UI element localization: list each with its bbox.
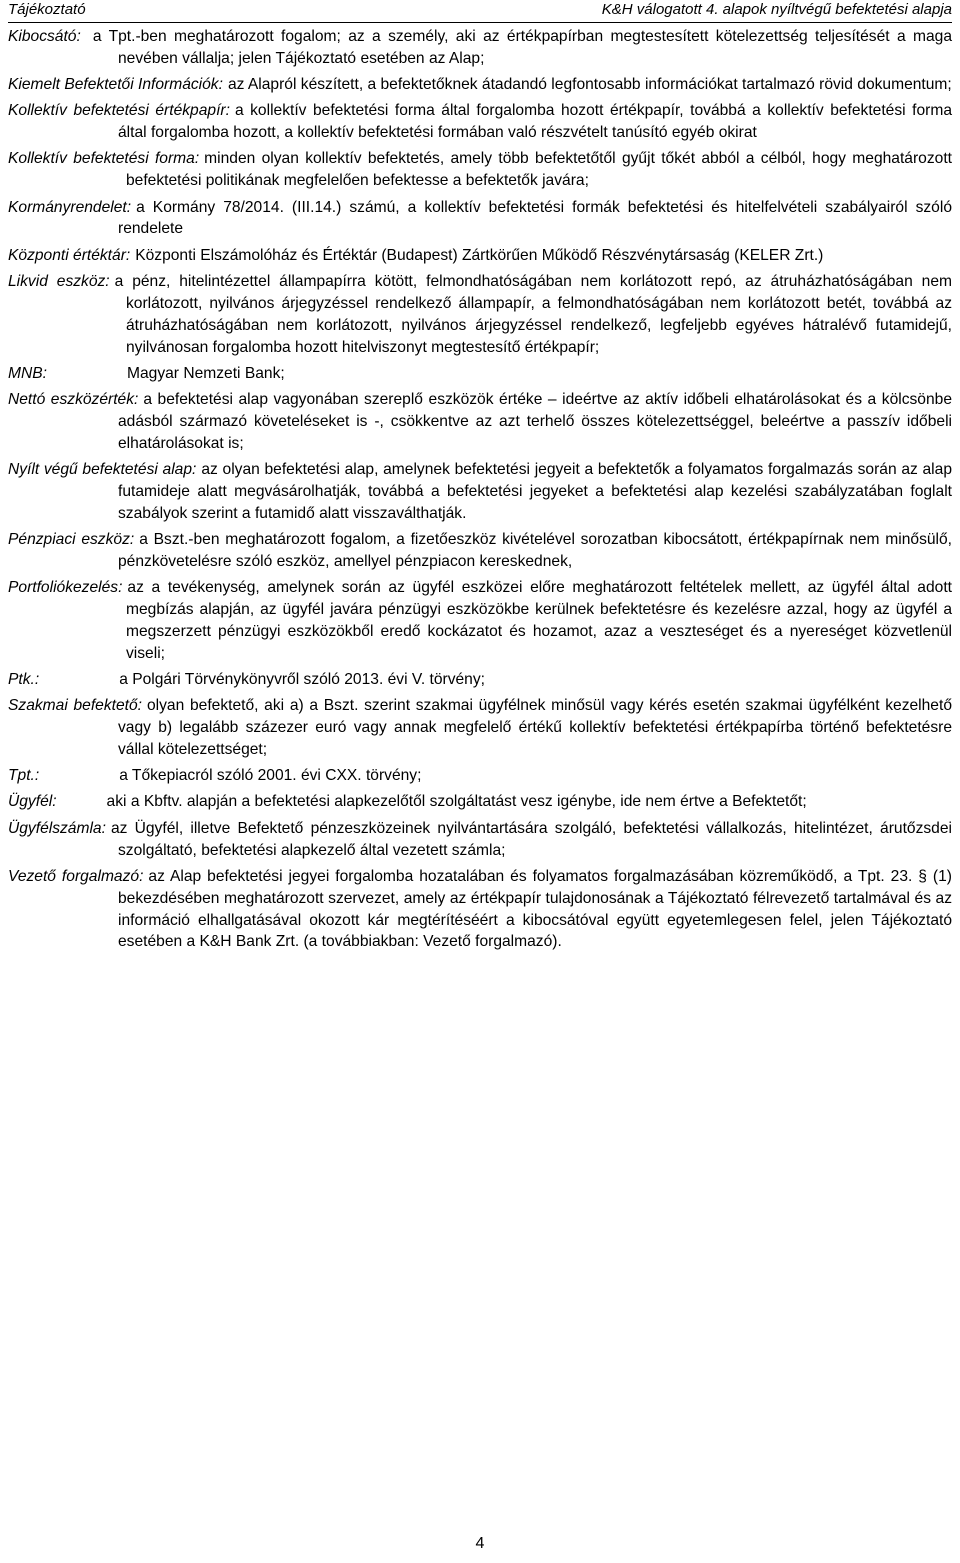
definition-text: az Ügyfél, illetve Befektető pénzeszközeinek nyilvántartására szolgáló, befektetési vállalkozás, hitelintézet, árutőzsdei szolgáltató, befektetési alapkezelő által vezetett számla;	[110, 819, 952, 859]
definition-entry	[8, 669, 952, 691]
definition-text: a kollektív befektetési forma által forgalomba hozott értékpapír, továbbá a kollektív befektetési forma által forgalomba hozott, a kollektív befektetési formában való részvételt tanúsító egyéb okirat	[118, 102, 952, 142]
definition-entry	[8, 695, 952, 761]
definition-entry	[8, 791, 952, 813]
definition-text: minden olyan kollektív befektetés, amely több befektetőtől gyűjt tőkét abból a célból, hogy meghatározott befektetési politikának megfelelően befektesse a befektetők javára;	[126, 150, 952, 190]
definition-text: a pénz, hitelintézettel állampapírra kötött, felmondhatóságában nem korlátozott repó, az átruházhatóságában nem korlátozott, nyilvános árjegyzéssel rendelkező állampapír, a felmondhatóságában nem korlátozott betét, továbbá az átruházhatóságában nem korlátozott, nyilvános árjegyzéssel rendelkező, legfeljebb egyéves hátralévő futamidejű, nyilvánosan forgalomba hozott hitelviszonyt megtestesítő értékpapír;	[114, 272, 952, 356]
definition-term: Kollektív befektetési értékpapír:	[8, 102, 230, 120]
definition-entry	[8, 197, 952, 241]
definition-term: Ptk.:	[8, 671, 40, 689]
definition-text: az Alap befektetési jegyei forgalomba hozatalában és folyamatos forgalmazásában közreműködő, a Tpt. 23. § (1) bekezdésében meghatározott szervezet, amely az értékpapír tulajdonosának a Tájékoztató félrevezető tartalmával és az információ elhallgatásával okozott kár megtérítéséért a kibocsátóval együtt egyetemlegesen felel, jelen Tájékoztató esetében a K&H Bank Zrt. (a továbbiakban: Vezető forgalmazó).	[118, 867, 952, 951]
definition-term: Nettó eszközérték:	[8, 390, 139, 408]
definition-entry	[8, 148, 952, 192]
definition-entry	[8, 26, 952, 70]
definition-term: Likvid eszköz:	[8, 272, 110, 290]
definition-term: Portfoliókezelés:	[8, 579, 123, 597]
definition-text: a Polgári Törvénykönyvről szóló 2013. évi V. törvény;	[119, 671, 485, 689]
definition-term: Pénzpiaci eszköz:	[8, 531, 135, 548]
definition-text: Központi Elszámolóház és Értéktár (Budapest) Zártkörűen Működő Részvénytársaság (KELER Zrt.)	[135, 246, 824, 264]
definition-term: Központi értéktár:	[8, 246, 131, 264]
definitions-list	[8, 26, 952, 953]
definition-text: a Tpt.-ben meghatározott fogalom; az a személy, aki az értékpapírban megtestesített kötelezettség teljesítését a maga nevében vállalja; jelen Tájékoztató esetében az Alap;	[92, 28, 952, 67]
definition-term: Kiemelt Befektetői Információk:	[8, 76, 223, 94]
definition-text: az a tevékenység, amelynek során az ügyfél eszközei előre meghatározott feltételek mellett, az ügyfél által adott megbízás alapján, az ügyfél javára pénzügyi eszközökbe kerülnek befektetésre és kezelésre azzal, hogy az ügyfél a megszerzett pénzügyi eszközökből eredő kockázatot és hozamot, azaz a veszteséget és a nyereséget közvetlenül viseli;	[126, 579, 952, 662]
definition-entry	[8, 100, 952, 144]
definition-text: a befektetési alap vagyonában szereplő eszközök értéke – ideértve az aktív időbeli elhatárolásokat és a kölcsönbe adásból származó követeléseket is -, csökkentve az azt terhelő összes kötelezettséggel, beleértve a passzív időbeli elhatárolásokat is;	[118, 390, 952, 452]
definition-text: a Tőkepiacról szóló 2001. évi CXX. törvény;	[119, 767, 422, 785]
header-right-title: K&H válogatott 4. alapok nyíltvégű befektetési alapja	[601, 1, 952, 18]
definition-text: a Kormány 78/2014. (III.14.) számú, a kollektív befektetési formák befektetési és hitelfelvételi szabályairól szóló rendelete	[118, 198, 952, 238]
definition-term: Kibocsátó:	[8, 28, 81, 45]
definition-term: Vezető forgalmazó:	[8, 867, 144, 885]
definition-term: Kormányrendelet:	[8, 198, 132, 216]
definition-text: a Bszt.-ben meghatározott fogalom, a fizetőeszköz kivételével sorozatban kibocsátott, értékpapírnak nem minősülő, pénzkövetelésre szóló eszköz, amellyel pénzpiacon kereskednek,	[118, 531, 953, 570]
page-number: 4	[475, 1535, 485, 1552]
definition-entry	[8, 74, 952, 96]
definition-entry	[8, 577, 952, 665]
definition-entry	[8, 459, 952, 525]
definition-entry	[8, 765, 952, 787]
definition-text: az olyan befektetési alap, amelynek befektetési jegyeit a befektetők a folyamatos forgalmazás során az alap futamideje alatt megvásárolhatják, továbbá a befektetési jegyeket a befektetési alap kezelési szabályzatában foglalt szabályok szerint a futamidő alatt visszaválthatják.	[118, 460, 952, 522]
definition-text: aki a Kbftv. alapján a befektetési alapkezelőtől szolgáltatást vesz igénybe, ide nem értve a Befektetőt;	[106, 793, 807, 811]
definition-entry	[8, 818, 952, 862]
definition-term: Ügyfélszámla:	[8, 819, 106, 837]
definition-entry	[8, 271, 952, 359]
definition-entry	[8, 389, 952, 455]
definition-term: Nyílt végű befektetési alap:	[8, 460, 197, 478]
definition-entry	[8, 363, 952, 385]
definition-term: Tpt.:	[8, 767, 40, 785]
definition-term: Kollektív befektetési forma:	[8, 150, 200, 168]
definition-text: olyan befektető, aki a) a Bszt. szerint szakmai ügyfélnek minősül vagy kérés esetén szakmai ügyfélként kezelhető vagy b) legalább százezer euró vagy annak megfelelő értékű kollektív befektetési értékpapírba történő befektetésre vállal kötelezettséget;	[118, 697, 952, 759]
definition-term: Szakmai befektető:	[8, 697, 142, 715]
definition-term: MNB:	[8, 364, 47, 382]
definition-entry	[8, 866, 952, 954]
definition-text: az Alapról készített, a befektetőknek átadandó legfontosabb információkat tartalmazó rövid dokumentum;	[227, 76, 952, 94]
definition-term: Ügyfél:	[8, 793, 57, 811]
page-header	[8, 0, 952, 23]
definition-entry	[8, 245, 952, 267]
header-left-title: Tájékoztató	[8, 1, 86, 18]
definition-text: Magyar Nemzeti Bank;	[126, 364, 285, 382]
definition-entry	[8, 529, 952, 573]
